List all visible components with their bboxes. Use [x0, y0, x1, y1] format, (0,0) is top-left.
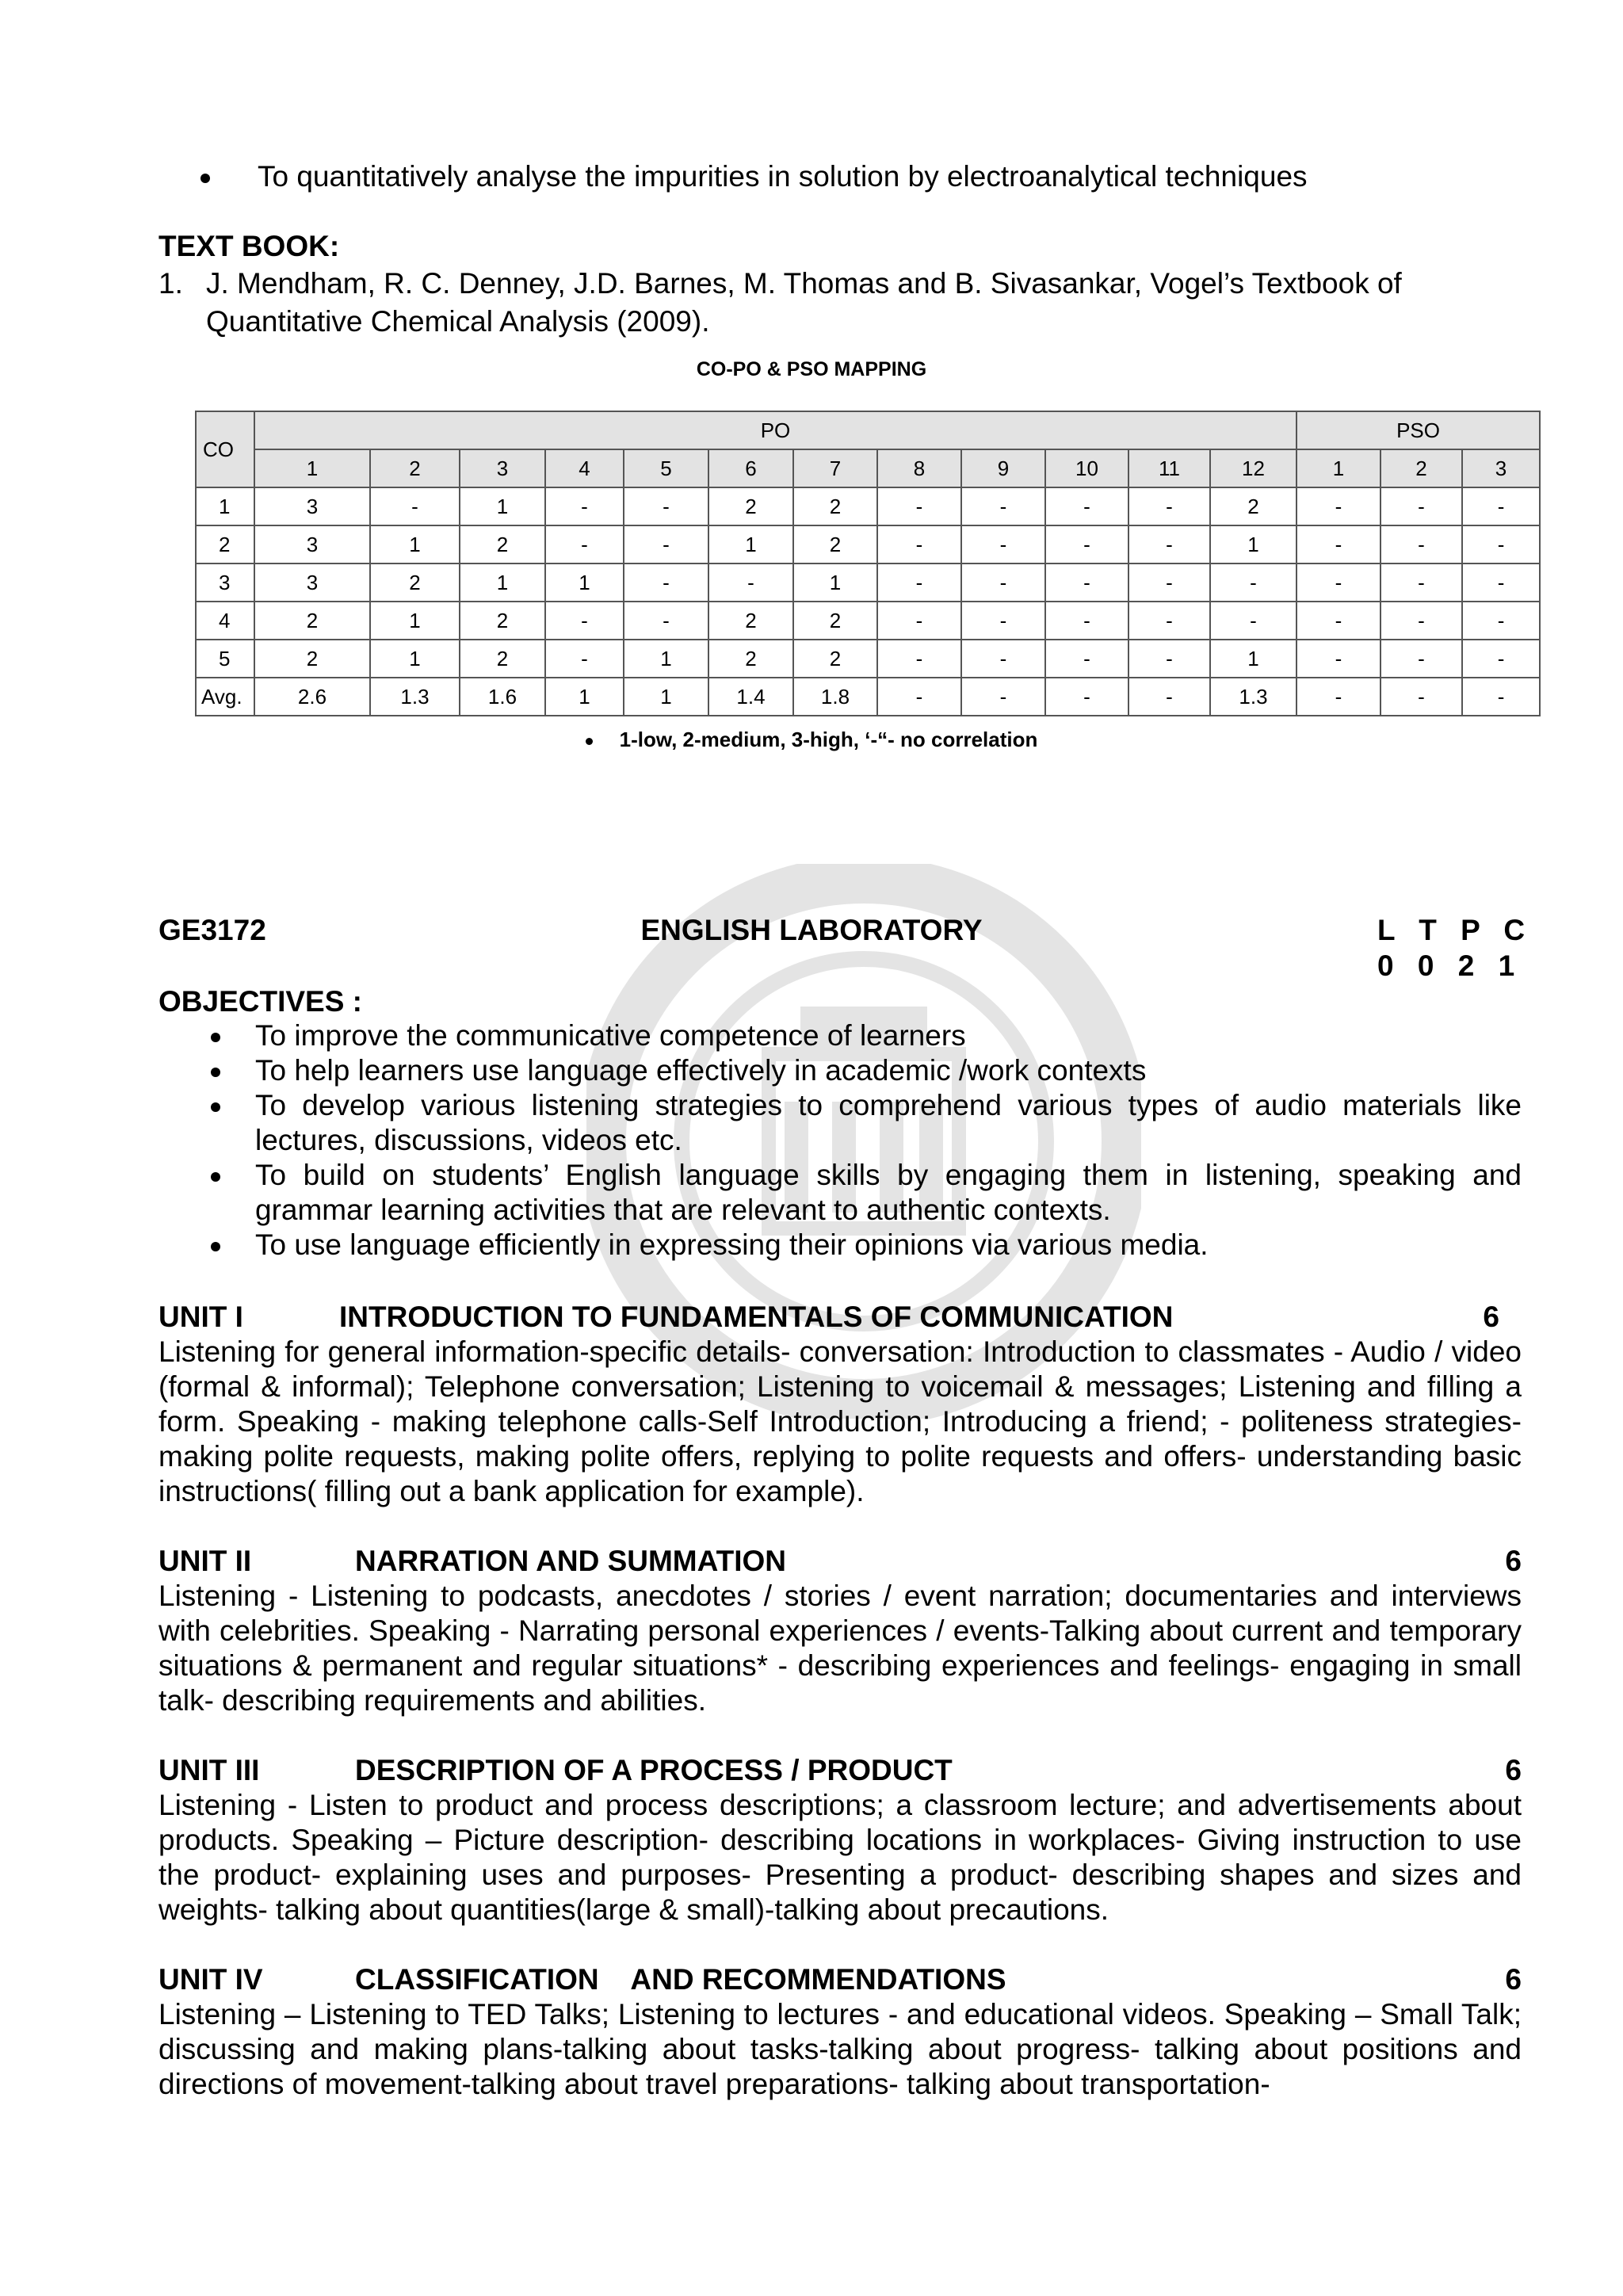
mapping-cell: 1: [545, 563, 624, 602]
po-number-cell: 1: [254, 449, 370, 487]
mapping-cell: 1: [370, 640, 460, 678]
table-row: [196, 602, 1540, 640]
mapping-cell: 2: [460, 640, 545, 678]
mapping-cell: -: [1381, 525, 1462, 563]
co-po-mapping-table: [195, 411, 1541, 716]
mapping-cell: -: [1045, 602, 1128, 640]
bullet-text: To quantitatively analyse the impurities in solution by electroanalytical techniques: [258, 160, 1308, 193]
mapping-cell: 2: [793, 525, 877, 563]
objectives-heading: OBJECTIVES :: [158, 985, 362, 1018]
co-row-label: 2: [196, 525, 254, 563]
mapping-cell: -: [708, 563, 793, 602]
mapping-cell: -: [1128, 602, 1210, 640]
mapping-cell: -: [545, 640, 624, 678]
mapping-cell: 2: [708, 487, 793, 525]
pso-header: PSO: [1296, 411, 1540, 449]
mapping-cell: 1: [1210, 525, 1296, 563]
mapping-cell: 2: [460, 525, 545, 563]
table-header-row: [196, 411, 1540, 449]
mapping-cell: 3: [254, 563, 370, 602]
ltpc-values: 0 0 2 1: [1377, 949, 1520, 982]
mapping-cell: -: [1462, 563, 1540, 602]
mapping-cell: -: [1381, 602, 1462, 640]
mapping-cell: 1: [708, 525, 793, 563]
mapping-cell: -: [1381, 678, 1462, 716]
mapping-cell: 1.6: [460, 678, 545, 716]
mapping-cell: 1.3: [370, 678, 460, 716]
co-row-label: 4: [196, 602, 254, 640]
mapping-cell: -: [1045, 678, 1128, 716]
objective-item: [255, 1158, 1522, 1228]
mapping-cell: -: [1381, 563, 1462, 602]
unit-heading: [158, 1753, 1522, 1788]
objective-text: To improve the communicative competence of learners: [255, 1019, 966, 1052]
table-number-row: [196, 449, 1540, 487]
mapping-cell: -: [624, 602, 708, 640]
objectives-list: [255, 1018, 1522, 1263]
pso-number-cell: 1: [1296, 449, 1381, 487]
bullet-icon: [211, 1242, 220, 1251]
mapping-cell: -: [1462, 602, 1540, 640]
mapping-legend: [0, 728, 1623, 752]
mapping-cell: -: [1296, 678, 1381, 716]
mapping-cell: -: [1210, 563, 1296, 602]
unit-hours: 6: [1505, 1754, 1522, 1786]
mapping-cell: 2: [254, 602, 370, 640]
unit-number: UNIT I: [158, 1301, 243, 1333]
mapping-cell: -: [624, 487, 708, 525]
po-number-cell: 8: [877, 449, 961, 487]
objective-item: [255, 1088, 1522, 1158]
mapping-cell: 2: [708, 602, 793, 640]
mapping-cell: 2: [460, 602, 545, 640]
mapping-cell: -: [877, 487, 961, 525]
mapping-cell: 2: [370, 563, 460, 602]
unit-heading: [158, 1300, 1522, 1335]
mapping-cell: 2: [793, 640, 877, 678]
mapping-cell: -: [1128, 678, 1210, 716]
mapping-cell: 1: [793, 563, 877, 602]
mapping-cell: -: [545, 487, 624, 525]
mapping-cell: -: [961, 640, 1045, 678]
unit-hours: 6: [1505, 1963, 1522, 1996]
unit-number: UNIT III: [158, 1754, 260, 1786]
mapping-cell: -: [1462, 525, 1540, 563]
mapping-cell: 1: [624, 678, 708, 716]
co-row-label: 5: [196, 640, 254, 678]
mapping-cell: -: [1045, 563, 1128, 602]
po-number-cell: 11: [1128, 449, 1210, 487]
unit-body: Listening - Listen to product and process descriptions; a classroom lecture; and advertisements about products. Speaking – Picture description- describing locations in workplaces- Giving instruction to use the product- explaining uses and purposes- Presenting a product- describing shapes and sizes and weights- talking about quantities(large & small)-talking about precautions.: [158, 1789, 1522, 1926]
mapping-cell: -: [1381, 640, 1462, 678]
mapping-cell: -: [1296, 563, 1381, 602]
mapping-cell: -: [961, 487, 1045, 525]
mapping-cell: 1: [545, 678, 624, 716]
objective-item: [255, 1018, 1522, 1053]
mapping-cell: -: [1210, 602, 1296, 640]
ltpc-labels: L T P C: [1377, 914, 1530, 946]
mapping-cell: 2.6: [254, 678, 370, 716]
mapping-cell: -: [370, 487, 460, 525]
objective-text: To develop various listening strategies to comprehend various types of audio materials like lectures, discussions, videos etc.: [255, 1089, 1522, 1156]
mapping-cell: 2: [254, 640, 370, 678]
mapping-cell: -: [961, 525, 1045, 563]
po-number-cell: 3: [460, 449, 545, 487]
unit-body: Listening - Listening to podcasts, anecdotes / stories / event narration; documentaries and interviews with celebrities. Speaking - Narrating personal experiences / events-Talking about current and temporary situations & permanent and regular situations* - describing experiences and feelings- engaging in small talk- describing requirements and abilities.: [158, 1580, 1522, 1717]
textbook-entry-number: 1.: [158, 267, 183, 300]
mapping-cell: -: [877, 602, 961, 640]
table-body: [196, 487, 1540, 716]
unit-hours: 6: [1483, 1301, 1499, 1333]
course-code: GE3172: [158, 914, 266, 946]
mapping-cell: 2: [1210, 487, 1296, 525]
bullet-icon: [200, 174, 210, 183]
mapping-cell: -: [545, 525, 624, 563]
objective-item: [255, 1228, 1522, 1263]
co-row-label: 3: [196, 563, 254, 602]
objective-item: [255, 1053, 1522, 1088]
co-row-label: Avg.: [196, 678, 254, 716]
mapping-cell: 1: [624, 640, 708, 678]
mapping-cell: -: [1462, 487, 1540, 525]
table-row: [196, 678, 1540, 716]
table-row: [196, 563, 1540, 602]
textbook-heading: TEXT BOOK:: [158, 230, 340, 262]
mapping-cell: -: [1462, 678, 1540, 716]
mapping-cell: -: [877, 678, 961, 716]
bullet-icon: [211, 1068, 220, 1077]
unit-heading: [158, 1962, 1522, 1997]
unit-section: [158, 1300, 1522, 1509]
po-number-cell: 7: [793, 449, 877, 487]
mapping-cell: -: [1128, 563, 1210, 602]
mapping-cell: 3: [254, 525, 370, 563]
unit-title: INTRODUCTION TO FUNDAMENTALS OF COMMUNICATION: [339, 1301, 1174, 1333]
po-number-cell: 9: [961, 449, 1045, 487]
mapping-cell: -: [1128, 487, 1210, 525]
mapping-cell: -: [1045, 525, 1128, 563]
mapping-cell: 1: [1210, 640, 1296, 678]
co-row-label: 1: [196, 487, 254, 525]
mapping-cell: 1: [460, 487, 545, 525]
unit-hours: 6: [1505, 1545, 1522, 1577]
po-number-cell: 2: [370, 449, 460, 487]
table-row: [196, 525, 1540, 563]
mapping-cell: -: [1296, 487, 1381, 525]
mapping-cell: 1.8: [793, 678, 877, 716]
mapping-cell: -: [961, 602, 1045, 640]
mapping-cell: -: [1045, 640, 1128, 678]
unit-section: [158, 1753, 1522, 1927]
mapping-cell: -: [877, 640, 961, 678]
mapping-cell: -: [1296, 640, 1381, 678]
mapping-cell: -: [961, 678, 1045, 716]
mapping-cell: -: [545, 602, 624, 640]
po-number-cell: 5: [624, 449, 708, 487]
unit-body: Listening – Listening to TED Talks; Listening to lectures - and educational videos. Speaking – Small Talk; discussing and making plans-talking about tasks-talking about progress- talking about positions and directions of movement-talking about travel preparations- talking about transportation-: [158, 1998, 1522, 2100]
unit-heading: [158, 1544, 1522, 1579]
mapping-cell: -: [1296, 602, 1381, 640]
mapping-cell: 1: [370, 602, 460, 640]
bullet-icon: [211, 1033, 220, 1042]
mapping-cell: 1.4: [708, 678, 793, 716]
po-number-cell: 6: [708, 449, 793, 487]
mapping-cell: -: [877, 525, 961, 563]
table-row: [196, 487, 1540, 525]
mapping-cell: -: [624, 525, 708, 563]
unit-section: [158, 1544, 1522, 1718]
po-number-cell: 10: [1045, 449, 1128, 487]
mapping-cell: 3: [254, 487, 370, 525]
mapping-cell: 1.3: [1210, 678, 1296, 716]
mapping-cell: -: [1045, 487, 1128, 525]
mapping-cell: -: [624, 563, 708, 602]
objective-text: To build on students’ English language skills by engaging them in listening, speaking and grammar learning activities that are relevant to authentic contexts.: [255, 1159, 1522, 1226]
mapping-cell: -: [1128, 525, 1210, 563]
mapping-cell: 2: [793, 602, 877, 640]
po-number-cell: 4: [545, 449, 624, 487]
textbook-entry-text: J. Mendham, R. C. Denney, J.D. Barnes, M. Thomas and B. Sivasankar, Vogel’s Textbook of Quantitative Chemical Analysis (2009).: [206, 267, 1402, 338]
mapping-cell: -: [877, 563, 961, 602]
bullet-icon: [211, 1172, 220, 1182]
mapping-cell: -: [1296, 525, 1381, 563]
mapping-cell: -: [1381, 487, 1462, 525]
objective-text: To help learners use language effectively in academic /work contexts: [255, 1054, 1147, 1087]
mapping-cell: -: [1462, 640, 1540, 678]
legend-text: 1-low, 2-medium, 3-high, ‘-“- no correlation: [619, 728, 1038, 751]
pso-number-cell: 3: [1462, 449, 1540, 487]
bullet-icon: [586, 738, 593, 745]
mapping-cell: -: [961, 563, 1045, 602]
pso-number-cell: 2: [1381, 449, 1462, 487]
course-title: ENGLISH LABORATORY: [640, 914, 983, 946]
mapping-cell: 2: [793, 487, 877, 525]
mapping-title: CO-PO & PSO MAPPING: [696, 358, 927, 380]
mapping-cell: 1: [460, 563, 545, 602]
unit-section: [158, 1962, 1522, 2102]
unit-body: Listening for general information-specific details- conversation: Introduction to classmates - Audio / video (formal & informal); Telephone conversation; Listening to voicemail & messages; Listening and filling a form. Speaking - making telephone calls-Self Introduction; Introducing a friend; - politeness strategies- making polite requests, making polite offers, replying to polite requests and offers- understanding basic instructions( filling out a bank application for example).: [158, 1335, 1522, 1507]
po-number-cell: 12: [1210, 449, 1296, 487]
mapping-cell: 2: [708, 640, 793, 678]
po-header: PO: [254, 411, 1296, 449]
objective-text: To use language efficiently in expressing their opinions via various media.: [255, 1228, 1209, 1261]
unit-title: NARRATION AND SUMMATION: [355, 1545, 786, 1577]
unit-number: UNIT II: [158, 1545, 252, 1577]
mapping-cell: -: [1128, 640, 1210, 678]
unit-title: DESCRIPTION OF A PROCESS / PRODUCT: [355, 1754, 953, 1786]
bullet-icon: [211, 1102, 220, 1112]
table-row: [196, 640, 1540, 678]
unit-number: UNIT IV: [158, 1963, 263, 1996]
mapping-cell: 1: [370, 525, 460, 563]
unit-title: CLASSIFICATION AND RECOMMENDATIONS: [355, 1963, 1006, 1996]
co-header: CO: [196, 411, 254, 487]
